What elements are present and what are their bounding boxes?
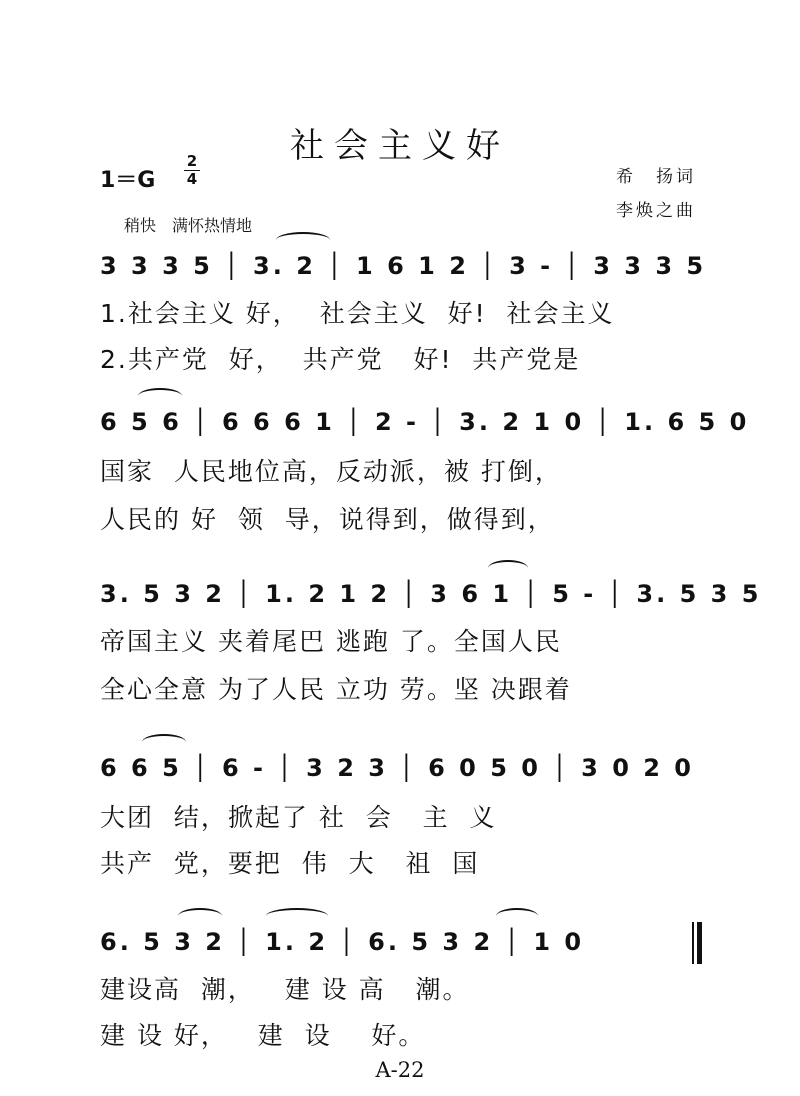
slur-mark xyxy=(178,908,222,924)
key-signature: 1＝G xyxy=(100,168,156,193)
composer-credit: 李焕之曲 xyxy=(616,201,696,221)
time-signature xyxy=(184,154,200,187)
notation-line: 6. 5 3 2 │ 1. 2 │ 6. 5 3 2 │ 1 0 xyxy=(100,928,585,956)
notation-line: 6 5 6 │ 6 6 6 1 │ 2 - │ 3. 2 1 0 │ 1. 6 5 0 xyxy=(100,408,750,436)
page-number: A-22 xyxy=(375,1058,425,1082)
time-signature-top: 2 xyxy=(186,152,198,170)
notation-line: 6 6 5 │ 6 - │ 3 2 3 │ 6 0 5 0 │ 3 0 2 0 xyxy=(100,754,694,782)
lyrics-verse-1: 国家 人民地位高，反动派，被 打倒， xyxy=(100,457,562,486)
lyrics-verse-2: 建 设 好， 建 设 好。 xyxy=(100,1021,426,1050)
music-system-5 xyxy=(100,922,710,1052)
lyrics-verse-2: 全心全意 为了人民 立功 劳。坚 决跟着 xyxy=(100,675,572,704)
music-system-3 xyxy=(100,574,762,704)
time-signature-bottom: 4 xyxy=(186,170,198,188)
song-title: 社会主义好 xyxy=(290,126,510,166)
lyrics-verse-2: 2.共产党 好， 共产党 好! 共产党是 xyxy=(100,345,581,374)
final-double-barline xyxy=(692,922,700,964)
slur-mark xyxy=(142,734,186,750)
music-system-2 xyxy=(100,402,750,534)
lyrics-verse-1: 大团 结，掀起了 社 会 主 义 xyxy=(100,803,497,832)
slur-mark xyxy=(488,560,528,576)
slur-mark xyxy=(138,388,182,404)
music-system-1 xyxy=(100,246,710,376)
notation-line: 3. 5 3 2 │ 1. 2 1 2 │ 3 6 1 │ 5 - │ 3. 5 3 5 xyxy=(100,580,762,608)
tempo-marking: 稍快 满怀热情地 xyxy=(124,216,253,235)
slur-mark xyxy=(496,908,538,924)
lyrics-verse-1: 1.社会主义 好， 社会主义 好! 社会主义 xyxy=(100,299,615,328)
notation-line: 3 3 3 5 │ 3. 2 │ 1 6 1 2 │ 3 - │ 3 3 3 5 xyxy=(100,252,707,280)
slur-mark xyxy=(276,232,330,248)
lyrics-verse-1: 帝国主义 夹着尾巴 逃跑 了。全国人民 xyxy=(100,627,562,656)
lyricist-credit: 希 扬词 xyxy=(616,167,696,187)
lyrics-verse-2: 共产 党，要把 伟 大 祖 国 xyxy=(100,849,480,878)
lyrics-verse-1: 建设高 潮， 建 设 高 潮。 xyxy=(100,975,470,1004)
music-system-4 xyxy=(100,748,710,878)
lyrics-verse-2: 人民的 好 领 导，说得到，做得到， xyxy=(100,505,555,534)
slur-mark xyxy=(266,908,328,924)
